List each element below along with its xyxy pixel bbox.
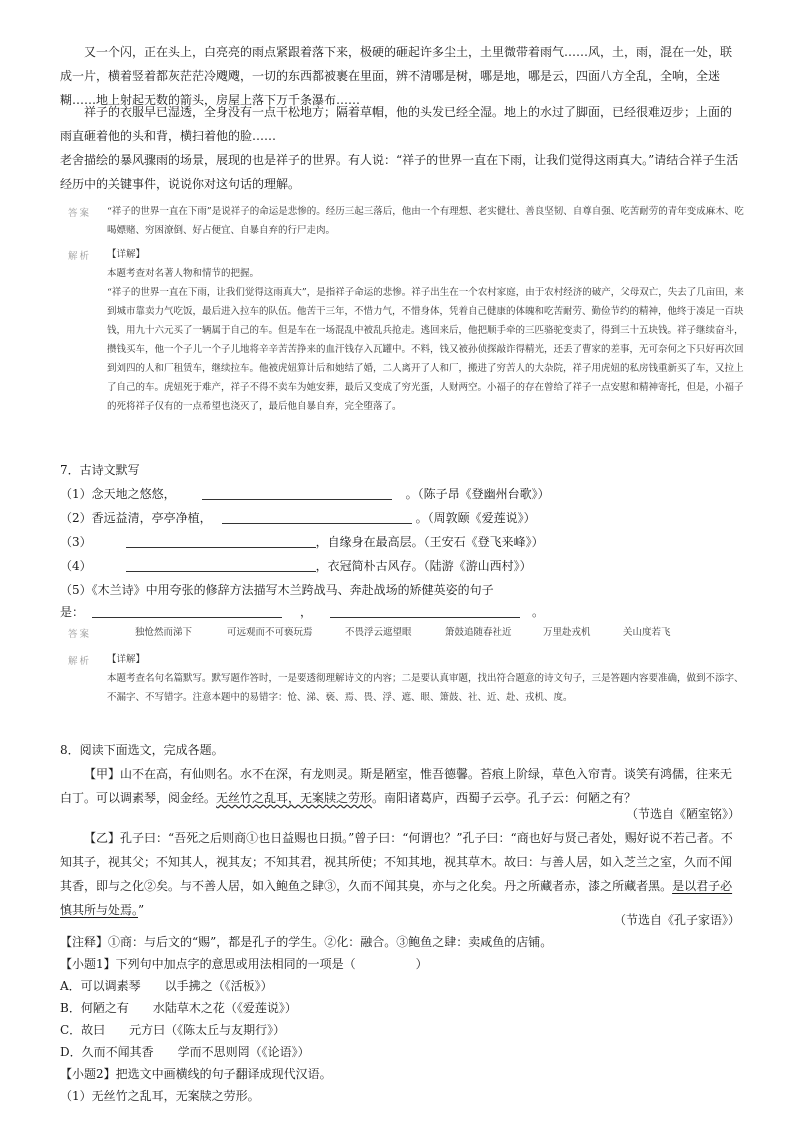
passage-jia-text: 【甲】山不在高，有仙则名。水不在深，有龙则灵。斯是陋室，惟吾德馨。苔痕上阶绿，草色入帘青。谈笑有鸿儒，往来无白丁。可以调素琴，阅金经。 xyxy=(60,767,733,805)
answer-item: 关山度若飞 xyxy=(623,627,671,638)
passage-yi-text: 矣。与不善人居，如入鲍鱼之肆 xyxy=(156,879,325,893)
question-8-title: 8．阅读下面选文，完成各题。 xyxy=(60,743,224,757)
answer-item: 独怆然而涕下 xyxy=(135,627,193,638)
q7-row-4-end: ，衣冠简朴古风存。（陆游《游山西村》） xyxy=(315,559,532,573)
answer-item: 万里赴戎机 xyxy=(543,627,591,638)
source-yi: （节选自《孔子家语》） xyxy=(613,913,740,927)
passage-paragraph-1: 又一个闪，正在头上，白亮亮的雨点紧跟着落下来，极硬的砸起许多尘土，土里微带着雨气……风，土，雨，混在一处，联成一片，横着竖着都灰茫茫冷飕飕，一切的东西都被裹在里面，辨不清哪是树，哪是地，哪是云，四面八方全乱，全响，全迷糊……地上射起无数的箭头，房屋上落下万千条瀑布…… xyxy=(60,45,733,107)
q7-row-3 xyxy=(60,530,740,554)
analysis-heading: 【详解】 xyxy=(107,654,146,665)
passage-yi-text: ，久而不闻其臭，亦与之化矣。丹之所藏者赤，漆之所藏者黑。 xyxy=(336,879,673,893)
sub-question-2: 【小题2】把选文中画横线的句子翻译成现代汉语。 xyxy=(60,1067,332,1081)
analysis-label: 解析 xyxy=(68,251,92,262)
footnote-mark: ② xyxy=(144,879,157,893)
question-7-title: 7．古诗文默写 xyxy=(60,463,140,477)
passage-paragraph-2: 祥子的衣服早已湿透，全身没有一点干松地方；隔着草帽，他的头发已经全湿。地上的水过了脚面，已经很难迈步；上面的雨直砸着他的头和背，横扫着他的脸…… xyxy=(60,105,733,143)
q7-row-1 xyxy=(60,482,740,506)
analysis-label: 解析 xyxy=(68,656,92,667)
option-b[interactable]: B．何陋之有 水陆草木之花（《爱莲说》） xyxy=(60,1001,297,1015)
answer-7-items xyxy=(135,623,745,642)
answer-blank[interactable] xyxy=(92,603,282,618)
option-a[interactable]: A．可以调素琴 以手拂之（《活板》） xyxy=(60,979,273,993)
analysis-heading: 【详解】 xyxy=(107,249,146,260)
answer-blank[interactable] xyxy=(126,557,316,572)
source-jia: （节选自《陋室铭》） xyxy=(625,807,740,821)
answer-label: 答案 xyxy=(68,629,92,640)
annotation-note: 【注释】①商：与后文的“赐”，都是孔子的学生。②化：融合。③鲍鱼之肆：卖咸鱼的店铺。 xyxy=(60,935,553,949)
q7-row-3-end: ，自缘身在最高层。（王安石《登飞来峰》） xyxy=(315,535,544,549)
passage-yi-text: 也日益赐也日损。”曾子曰：“何谓也？”孔子曰：“商也好与贤己者处，赐好说不若己者。不知其子，视其父；不知其人，视其友；不知其君，视其所使；不知其地，视其草木。故曰：与善人居，如入芝兰之室，久而不闻其香，即与之化 xyxy=(60,831,733,893)
analysis-7-text: 本题考查名句名篇默写。默写题作答时，一是要透彻理解诗文的内容；二是要认真审题，找出符合题意的诗文句子，三是答题内容要准确，做到不添字、不漏字、不写错字。注意本题中的易错字：怆、涕、亵、焉、畏、浮、遮、眼、箫鼓、社、近、赴、戎机、度。 xyxy=(107,673,744,703)
footnote-mark: ① xyxy=(246,831,259,845)
passage-yi-text: 【乙】孔子曰：“吾死之后则商 xyxy=(84,831,247,845)
answer-item: 不畏浮云遮望眼 xyxy=(345,627,412,638)
answer-label: 答案 xyxy=(68,208,92,219)
analysis-line-1: 本题考查对名著人物和情节的把握。 xyxy=(107,268,260,279)
answer-item: 箫鼓追随春社近 xyxy=(445,627,512,638)
q7-row-4 xyxy=(60,554,740,578)
q7-row-6 xyxy=(60,600,740,624)
answer-item: 可远观而不可亵玩焉 xyxy=(227,627,313,638)
answer-6-text: “祥子的世界一直在下雨”是说祥子的命运是悲惨的。经历三起三落后，他由一个有理想、老实健壮、善良坚韧、自尊自强、吃苦耐劳的青年变成麻木、吃喝嫖赌、穷困潦倒、好占便宜、自暴自弃的行尸走肉。 xyxy=(107,206,744,236)
q7-row-3-start: （3） xyxy=(60,535,92,549)
option-d[interactable]: D．久而不闻其香 学而不思则罔（《论语》） xyxy=(60,1045,310,1059)
q7-row-6-start: 是： xyxy=(60,605,85,619)
option-c[interactable]: C．故曰 元方曰（《陈太丘与友期行》） xyxy=(60,1023,286,1037)
closing-quote: ” xyxy=(138,903,145,917)
q7-row-6-comma: ， xyxy=(300,605,313,619)
passage-jia-tail: 。南阳诸葛庐，西蜀子云亭。孔子云：何陋之有？ xyxy=(372,791,637,805)
q7-row-4-start: （4） xyxy=(60,559,92,573)
underlined-sentence: 无丝竹之乱耳，无案牍之劳形 xyxy=(216,791,373,805)
footnote-mark: ③ xyxy=(324,879,337,893)
underlined-sentence: 是以君子必慎其所与处焉。 xyxy=(60,879,733,917)
answer-blank[interactable] xyxy=(202,485,392,500)
question-6-prompt: 老舍描绘的暴风骤雨的场景，展现的也是祥子的世界。有人说：“祥子的世界一直在下雨，让我们觉得这雨真大。”请结合祥子生活经历中的关键事件，说说你对这句话的理解。 xyxy=(60,153,739,191)
analysis-7 xyxy=(107,650,747,707)
answer-blank[interactable] xyxy=(330,603,520,618)
analysis-line-2: “祥子的世界一直在下雨，让我们觉得这雨真大”，是指祥子命运的悲惨。祥子出生在一个农村家庭，由于农村经济的破产，父母双亡，失去了几亩田，来到城市靠卖力气吃饭，最后进入拉车的队伍。他苦干三年，不惜力气，不惜身体，凭着自己健康的体魄和吃苦耐劳、勤俭节约的精神，他终于凑足一百块钱，用九十六元买了一辆属于自己的车。但是车在一场混乱中被乱兵抢走。逃回来后，他把顺手牵的三匹骆驼变卖了，得到三十五块钱。祥子继续奋斗，攒钱买车，他一个子儿一个子儿地将辛辛苦苦挣来的血汗钱存入瓦罐中。不料，钱又被孙侦探敲诈得精光，还丢了曹家的差事，无可奈何之下只好再次回到刘四的人和厂租赁车，继续拉车。他被虎妞算计后和她结了婚，二人离开了人和厂，搬进了穷苦人的大杂院，祥子用虎妞的私房钱重新买了车，又拉上了自己的车。虎妞死于难产，祥子不得不卖车为她安葬，最后又变成了穷光蛋，人财两空。小福子的存在曾给了祥子一点安慰和精神寄托，但是，小福子的死将祥子仅有的一点希望也浇灭了，最后他自暴自弃，完全堕落了。 xyxy=(107,287,744,412)
q7-row-2-start: （2）香远益清，亭亭净植， xyxy=(60,511,212,525)
answer-blank[interactable] xyxy=(222,509,412,524)
q7-row-2 xyxy=(60,506,740,530)
q7-row-2-end: 。（周敦颐《爱莲说》） xyxy=(415,511,536,525)
sub-question-1: 【小题1】下列句中加点字的意思或用法相同的一项是（ ） xyxy=(60,957,428,971)
analysis-6 xyxy=(107,245,747,416)
q7-row-6-end: 。 xyxy=(532,605,545,619)
q7-row-1-end: 。（陈子昂《登幽州台歌》） xyxy=(405,487,550,501)
sub-question-2-item-1: （1）无丝竹之乱耳，无案牍之劳形。 xyxy=(60,1089,260,1103)
q7-row-5: （5）《木兰诗》中用夸张的修辞方法描写木兰跨战马、奔赴战场的矫健英姿的句子 xyxy=(60,583,494,597)
answer-blank[interactable] xyxy=(126,533,316,548)
q7-row-1-start: （1）念天地之悠悠， xyxy=(60,487,176,501)
